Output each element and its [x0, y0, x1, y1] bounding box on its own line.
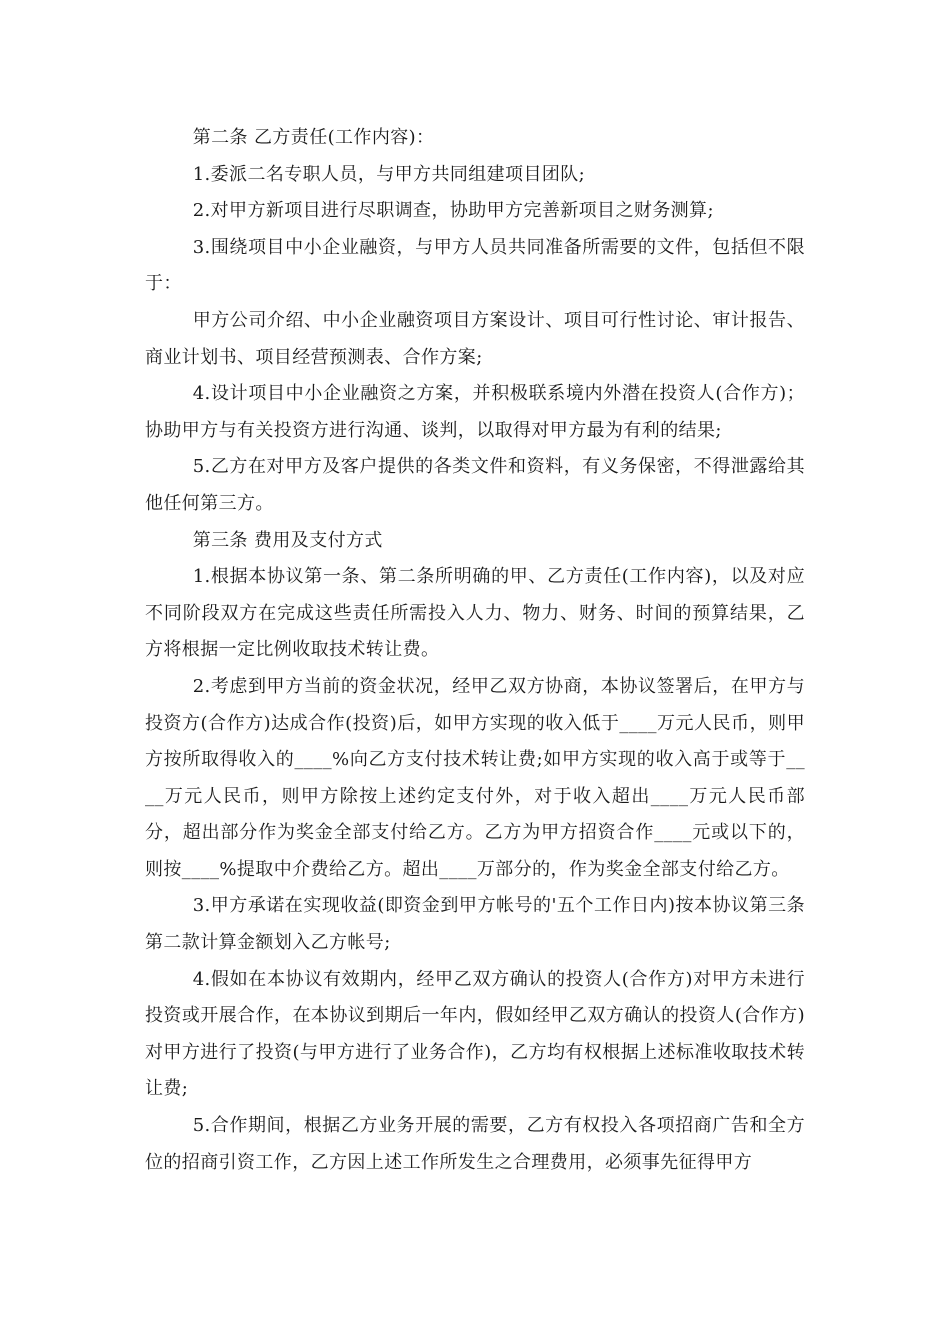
article-2-heading: 第二条 乙方责任(工作内容)：: [192, 127, 435, 148]
article-2-item-3: 3.围绕项目中小企业融资，与甲方人员共同准备所需要的文件，包括但不限于：: [145, 236, 805, 295]
contract-body: [145, 120, 805, 1181]
article-3-item-5: 5.合作期间，根据乙方业务开展的需要，乙方有权投入各项招商广告和全方位的招商引资工作，乙方因上述工作所发生之合理费用，必须事先征得甲方: [145, 1115, 805, 1173]
article-2-item-4: 4.设计项目中小企业融资之方案，并积极联系境内外潜在投资人(合作方)；协助甲方与有关投资方进行沟通、谈判，以取得对甲方最为有利的结果;: [145, 383, 805, 441]
article-2-item-3-document-list: 甲方公司介绍、中小企业融资项目方案设计、项目可行性讨论、审计报告、商业计划书、项目经营预测表、合作方案;: [145, 309, 805, 368]
article-2-item-5: 5.乙方在对甲方及客户提供的各类文件和资料，有义务保密，不得泄露给其他任何第三方。: [145, 456, 805, 514]
article-3-item-4: 4.假如在本协议有效期内，经甲乙双方确认的投资人(合作方)对甲方未进行投资或开展合作，在本协议到期后一年内，假如经甲乙双方确认的投资人(合作方)对甲方进行了投资(与甲方进行了业务合作)，乙方均有权根据上述标准收取技术转让费;: [145, 968, 805, 1100]
article-2-item-1: 1.委派二名专职人员，与甲方共同组建项目团队;: [192, 163, 586, 185]
article-3-item-3: 3.甲方承诺在实现收益(即资金到甲方帐号的'五个工作日内)按本协议第三条第二款计算金额划入乙方帐号;: [145, 895, 805, 954]
article-2-item-2: 2.对甲方新项目进行尽职调查，协助甲方完善新项目之财务测算;: [192, 200, 714, 222]
article-3-heading: 第三条 费用及支付方式: [192, 529, 383, 551]
article-3-item-1: 1.根据本协议第一条、第二条所明确的甲、乙方责任(工作内容)，以及对应不同阶段双方在完成这些责任所需投入人力、物力、财务、时间的预算结果，乙方将根据一定比例收取技术转让费。: [145, 566, 805, 661]
article-3-item-2: 2.考虑到甲方当前的资金状况，经甲乙双方协商，本协议签署后，在甲方与投资方(合作方)达成合作(投资)后，如甲方实现的收入低于____万元人民币，则甲方按所取得收入的____%向乙方支付技术转让费;如甲方实现的收入高于或等于____万元人民币，则甲方除按上述约定支付外，对于收入超出____万元人民币部分，超出部分作为奖金全部支付给乙方。乙方为甲方招资合作____元或以下的，则按____%提取中介费给乙方。超出____万部分的，作为奖金全部支付给乙方。: [145, 675, 805, 880]
